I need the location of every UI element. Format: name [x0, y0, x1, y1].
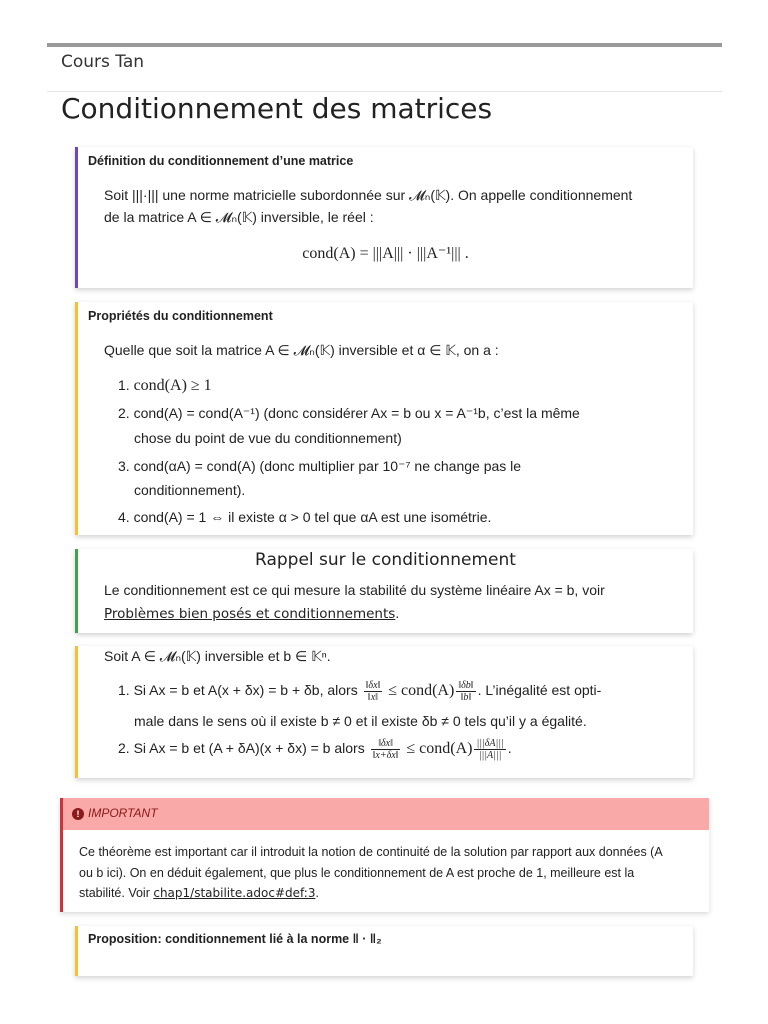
- property-item: 4. cond(A) = 1 ⇔ il existe α > 0 tel que αA est une isométrie.: [118, 509, 492, 525]
- proposition-title: Proposition: conditionnement lié à la norme ‖ · ‖₂: [88, 932, 382, 946]
- important-line1: Ce théorème est important car il introduit la notion de continuité de la solution par rapport aux données (A: [79, 845, 663, 859]
- properties-title: Propriétés du conditionnement: [88, 309, 273, 323]
- page-title: Conditionnement des matrices: [61, 92, 493, 125]
- important-line2: ou b ici). On en déduit également, que plus le conditionnement de A est proche de 1, meilleure est la: [79, 866, 635, 880]
- property-item: 1. cond(A) ≥ 1: [118, 377, 212, 394]
- proposition-block: [75, 926, 693, 976]
- fraction: $\frac{|||\delta A|||}{|||A|||}$: [476, 738, 504, 761]
- alert-icon: !: [72, 808, 84, 820]
- stability-link[interactable]: chap1/stabilite.adoc#def:3: [153, 886, 316, 900]
- property-item: 3. cond(αA) = cond(A) (donc multiplier par 10⁻⁷ ne change pas le: [118, 458, 522, 474]
- definition-line2: de la matrice A ∈ 𝓜ₙ(𝕂) inversible, le réel :: [104, 209, 374, 225]
- theorem-item: 1. Si Ax = b et A(x + δx) = b + δb, alors $\frac{‖\delta x‖}{‖x‖}$ ≤ cond(A) $\frac{‖\delta b‖}{‖b‖}$ . L’inégalité est opti-: [118, 680, 602, 703]
- fraction: $\frac{‖\delta x‖}{‖x‖}$: [365, 680, 381, 703]
- theorem-item-cont: male dans le sens où il existe b ≠ 0 et il existe δb ≠ 0 tels qu’il y a égalité.: [134, 713, 587, 729]
- reminder-text: Le conditionnement est ce qui mesure la stabilité du système linéaire Ax = b, voir: [104, 582, 605, 598]
- reminder-link-line: Problèmes bien posés et conditionnements.: [104, 605, 400, 622]
- important-header: [63, 798, 709, 830]
- reminder-title: Rappel sur le conditionnement: [255, 550, 516, 570]
- fraction: $\frac{‖\delta b‖}{‖b‖}$: [458, 680, 474, 703]
- reminder-link[interactable]: Problèmes bien posés et conditionnements: [104, 606, 396, 622]
- site-name[interactable]: Cours Tan: [61, 52, 145, 72]
- definition-title: Définition du conditionnement d’une matrice: [88, 154, 354, 168]
- important-admonition: [60, 798, 709, 912]
- theorem-intro: Soit A ∈ 𝓜ₙ(𝕂) inversible et b ∈ 𝕂ⁿ.: [104, 648, 331, 664]
- top-rule: [47, 43, 722, 47]
- theorem-block: [75, 646, 693, 778]
- fraction: $\frac{‖\delta x‖}{‖x+\delta x‖}$: [372, 738, 399, 761]
- properties-block: [75, 302, 693, 535]
- reminder-block: [75, 549, 693, 633]
- property-item-cont: chose du point de vue du conditionnement): [134, 430, 402, 446]
- property-item-cont: conditionnement).: [134, 482, 246, 498]
- properties-intro: Quelle que soit la matrice A ∈ 𝓜ₙ(𝕂) inversible et α ∈ 𝕂, on a :: [104, 342, 499, 358]
- property-item: 2. cond(A) = cond(A⁻¹) (donc considérer Ax = b ou x = A⁻¹b, c’est la même: [118, 405, 580, 421]
- definition-block: [75, 147, 693, 288]
- theorem-item: 2. Si Ax = b et (A + δA)(x + δx) = b alors $\frac{‖\delta x‖}{‖x+\delta x‖}$ ≤ cond(A) $\frac{|||\delta A|||}{|||A|||}$ .: [118, 738, 512, 761]
- definition-formula: cond(A) = |||A||| · |||A⁻¹||| .: [302, 245, 469, 262]
- important-label: IMPORTANT: [88, 806, 158, 820]
- important-line3: stabilité. Voir chap1/stabilite.adoc#def:3.: [79, 886, 319, 900]
- definition-line1: Soit |||·||| une norme matricielle subordonnée sur 𝓜ₙ(𝕂). On appelle conditionnement: [104, 187, 633, 203]
